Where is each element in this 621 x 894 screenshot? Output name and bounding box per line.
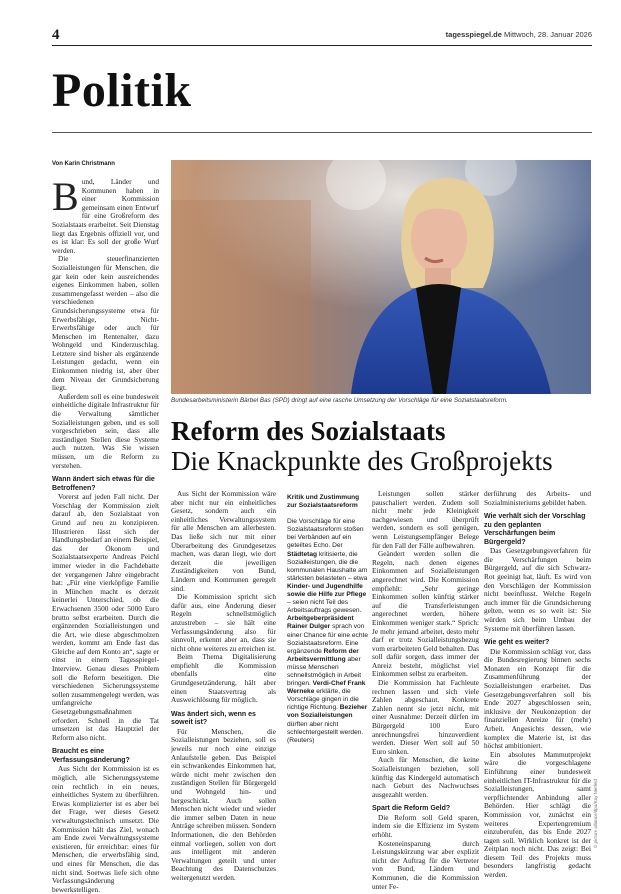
dropcap: B	[52, 174, 79, 219]
byline: Von Karin Christmann	[52, 161, 115, 167]
column-1	[52, 174, 159, 894]
paragraph: Für Menschen, die Sozialleistungen beziehen, soll es jeweils nur noch eine einzige Anlaufstelle geben. Das Beispiel ein schwankendes Einkommen hat, würde nicht mehr zwischen den zuständigen Stellen für Bürgergeld und Wohngeld hin- und hergeschickt. Auch sollen Menschen nicht wieder und wieder die immer selben Daten in neue Anträge schreiben müssen. Sondern Informationen, die den Behörden einmal vorliegen, sollen von dort aus intelligent mit anderen Verwaltungen geteilt und unter Beachtung des Datenschutzes weitergenutzt werden.	[171, 726, 276, 882]
infobox-text	[287, 518, 369, 745]
paragraph: Leistungen sollen stärker pauschaliert werden. Zudem soll nicht mehr jede Kleinigkeit nachgewiesen und überprüft werden, sondern es soll genügen, wenn Leistungsempfänger Belege für den Fall der Fälle aufbewahren.	[372, 489, 479, 550]
subheadline: Die Knackpunkte des Großprojekts	[171, 446, 553, 476]
infobox-emphasis: Arbeitgeberpräsident Rainer Dulger	[287, 615, 354, 631]
top-rule	[52, 45, 592, 46]
issue-date: Mittwoch, 28. Januar 2026	[504, 30, 592, 39]
infobox-segment: kritisierte, die Sozialleistungen, die die kommunalen Haushalte am stärksten belasteten – etwa	[287, 550, 368, 582]
intro-text: und, Länder und Kommunen haben in einer Kommission gemeinsam einen Entwurf für eine Großreform des Sozialstaats erarbeitet. Seit Dienstag liegt das Ergebnis offiziell vor, und es ist klar: Es soll der große Wurf werden.	[52, 177, 159, 255]
infobox-emphasis: Verdi-Chef Frank Werneke	[287, 680, 366, 696]
infobox-segment: sprach von einer Chance für eine echte Sozialstaatsreform. Eine ergänzende	[287, 623, 369, 655]
paragraph: Vorerst auf jeden Fall nicht. Der Vorschlag der Kommission zielt darauf ab, den Sozialstaat von Grund auf neu zu konzipieren. Illustrieren lässt sich der Handlungsbedarf an einem Beispiel, das der Ökonom und Sozialstaatsexperte Andreas Peichl immer wieder in die Fachdebatte der vergangenen Jahre eingebracht hat: „Für eine vierköpfige Familie in München macht es derzeit keinerlei Unterschied, ob die Erwachsenen 3500 oder 5000 Euro brutto selbst erarbeiten. Durch die ergänzenden Sozialleistungen und die Art, wie diese abgeschmolzen werden, kommt am Ende fast das Gleiche auf dem Konto an“, sagte er einst in einem Tagesspiegel-Interview. Genau dieses Problem soll die Reform beseitigen. Die verschiedenen Sicherungssysteme sollen zusammengelegt werden, was umfangreiche Gesetzgebungsmaßnahmen erfordert. Schnell in die Tat umsetzen ist das Hauptziel der Reform also nicht.	[52, 492, 159, 742]
infobox-emphasis: Städtetag	[287, 550, 318, 558]
subheading: Wann ändert sich etwas für die Betroffenen?	[52, 476, 155, 492]
paragraph: Außerdem soll es eine bundesweit einheitliche digitale Infrastruktur für die Verwaltung sämtlicher Sozialleistungen geben, und es soll vorgeschrieben sein, dass alle zuständigen Stellen diese Systeme auch nutzen. Was Sie wissen müssen, um die Reform zu verstehen.	[52, 391, 159, 470]
infobox-title: Kritik und Zustimmung zur Sozialstaatsreform	[287, 494, 360, 510]
dateline	[446, 30, 592, 39]
photo-portrait	[171, 160, 591, 394]
section-rule	[52, 132, 592, 133]
subheading: Wie verhält sich der Vorschlag zu den geplanten Verschärfungen beim Bürgergeld?	[484, 513, 586, 546]
paragraph: Das Gesetzgebungsverfahren für die Verschärfungen beim Bürgergeld, auf die sich Schwarz-Rot geeinigt hat, läuft. Es wird von den Vorschlägen der Kommission nicht beeinflusst. Welche Regeln auch immer für die Grundsicherung gelten, wenn es so weit ist: Sie würden sich beim Umbau der Systeme mit überführen lassen.	[484, 546, 591, 633]
column-5	[484, 489, 591, 880]
infobox-emphasis: Reform der Arbeitsvermittlung	[287, 647, 359, 663]
site-name: tagesspiegel.de	[445, 30, 502, 39]
infobox-segment: – seien nicht Teil des Arbeitsauftrags gewesen.	[287, 599, 362, 615]
paragraph: Die Reform soll Geld sparen, indem sie die Effizienz im System erhöht.	[372, 812, 479, 840]
paragraph: Aus Sicht der Kommission ist es möglich, alle Sicherungssysteme rein rechtlich in ein neues, einheitliches System zu überführen. Etwas komplizierter ist es aber bei der Frage, wer dieses Gesetz verwaltungstechnisch umsetzt. Die Kommission hält das Ziel, wonach am Ende zwei Verwaltungssysteme existieren, für erreichbar: eines für Menschen, die erwerbsfähig sind, und eines für Menschen, die das nicht sind. Soetwas liefe sich ohne Verfassungsänderung bewerkstelligen.	[52, 764, 159, 894]
infobox-segment: dürften aber nicht schlechtergestellt werden. (Reuters)	[287, 720, 364, 744]
infobox	[287, 494, 369, 874]
paragraph: Die Kommission hat Fachleute rechnen lassen und sich viele Zahlen abgeschaut. Konkrete Zahlen nennt sie jetzt nicht, mit einer Ausnahme: Derzeit dürfen im Bürgergeld 100 Euro anrechnungsfrei hinzuverdient werden. Dieser Wert soll auf 50 Euro sinken.	[372, 678, 479, 756]
paragraph: Aus Sicht der Kommission wäre aber nicht nur ein einheitliches Gesetz, sondern auch ein einheitliches Verwaltungssystem für alle Menschen am allerbesten. Das ließe sich nur mit einer Überarbeitung des Grundgesetzes machen, was daran liegt, wie dort derzeit die jeweiligen Zuständigkeiten von Bund, Ländern und Kommunen geregelt sind.	[171, 489, 276, 593]
subheading: Wie geht es weiter?	[484, 639, 550, 647]
infobox-segment: Die Vorschläge für eine Sozialstaatsreform stoßen bei Verbänden auf ein geteiltes Echo. Der	[287, 518, 364, 550]
infobox-segment: aber müsse Menschen schnellstmöglich in Arbeit bringen.	[287, 655, 362, 688]
intro-paragraph	[52, 174, 159, 255]
paragraph: Die Kommission spricht sich dafür aus, eine Änderung dieser Regeln schnellstmöglich anzustreben – sie hält eine Verfassungsänderung also für sinnvoll, erkennt aber an, dass sie nicht ohne weiteres zu erreichen ist.	[171, 592, 276, 653]
subheading: Was ändert sich, wenn es soweit ist?	[171, 710, 256, 727]
paragraph: Ein absolutes Mammutprojekt wäre die vorgeschlagene Einführung einer bundesweit einheitlichen IT-Infrastruktur für die Sozialleistungen, samt verpflichtender Anbindung aller Behörden. Hier schlägt die Kommission vor, zunächst ein weiteres Expertengremium einzuberufen, das bis Ende 2027 tagen soll. Wirklich konkret ist der Zeitplan noch nicht. Das zeigt: Bei diesem Teil des Projekts muss besonders langfristig gedacht werden.	[484, 749, 591, 880]
paragraph: Die steuerfinanzierten Sozialleistungen für Menschen, die gar kein oder kein ausreichendes eigenes Einkommen haben, sollen zusammengefasst werden – also die verschiedenen Grundsicherungssysteme etwa für Erwerbsfähige, Nicht-Erwerbsfähige oder auch für Menschen im Rentenalter, dazu Wohngeld und Kinderzuschlag. Letztere sind bisher als ergänzende Leistungen gedacht, wenn ein Einkommen niedrig ist, aber über dem Niveau der Grundsicherung liegt.	[52, 254, 159, 393]
infobox-segment: erklärte, die Vorschläge gingen in die richtige Richtung.	[287, 688, 359, 712]
photo-credit-text: © picture alliance/dpa/Kay Nietfeld	[593, 779, 598, 848]
paragraph: derführung des Arbeits- und Sozialministeriums gebildet haben.	[484, 489, 591, 507]
headline: Reform des Sozialstaats	[171, 416, 446, 446]
column-2	[171, 489, 276, 882]
subheading: Braucht es eine Verfassungsänderung?	[52, 748, 130, 764]
article-photo	[171, 160, 591, 394]
infobox-emphasis: Bezieher von Sozialleistungen	[287, 704, 368, 720]
paragraph: Geändert werden sollen die Regeln, nach denen eigenes Einkommen auf Sozialleistungen angerechnet wird. Die Kommission empfiehlt: „Sehr geringe Einkommen sollen künftig stärker auf die Transferleistungen angerechnet werden, höhere Einkommen weniger stark.“ Sprich: Je mehr jemand arbeitet, desto mehr darf er trotz Sozialleistungsbezug vom erarbeiteten Geld behalten. Das soll dafür sorgen, dass immer der Anreiz besteht, möglichst viel Einkommen selbst zu erarbeiten.	[372, 549, 479, 679]
infobox-emphasis: Kinder- und Jugendhilfe sowie die Hilfe zur Pflege	[287, 582, 367, 599]
paragraph: Die Kommission schlägt vor, dass die Bundesregierung binnen sechs Monaten ein Konzept für die Zusammenführung der Sozialleistungen erarbeitet. Das Gesetzgebungsverfahren soll bis Ende 2027 abgeschlossen sein, inklusive der Neukonzeption der finanziellen Anreize für (mehr) Arbeit. Angesichts dessen, wie komplex die Materie ist, ist das höchst ambitioniert.	[484, 646, 591, 751]
paragraph: Auch für Menschen, die keine Sozialleistungen beziehen, soll künftig das Kindergeld automatisch nach Geburt des Nachwuchses ausgezahlt werden.	[372, 755, 479, 799]
paragraph: Kosteneinsparung durch Leistungskürzung war aber explizit nicht der Auftrag für die Vertreter von Bund, Ländern und Kommunen, die die Kommission unter Fe-	[372, 838, 479, 891]
column-4	[372, 489, 479, 891]
subheading: Spart die Reform Geld?	[372, 805, 451, 813]
section-title: Politik	[52, 64, 192, 117]
photo-caption: Bundesarbeitsministerin Bärbel Bas (SPD) dringt auf eine rasche Umsetzung der Vorschläge für eine Sozialstaatsreform.	[171, 397, 508, 404]
column-1-body	[52, 255, 159, 894]
paragraph: Beim Thema Digitalisierung empfiehlt die Kommission ebenfalls eine Grundgesetzänderung, hält aber einen Staatsvertrag als Ausweichlösung für möglich.	[171, 652, 276, 705]
photo-credit	[593, 730, 603, 850]
page-number: 4	[52, 27, 60, 43]
